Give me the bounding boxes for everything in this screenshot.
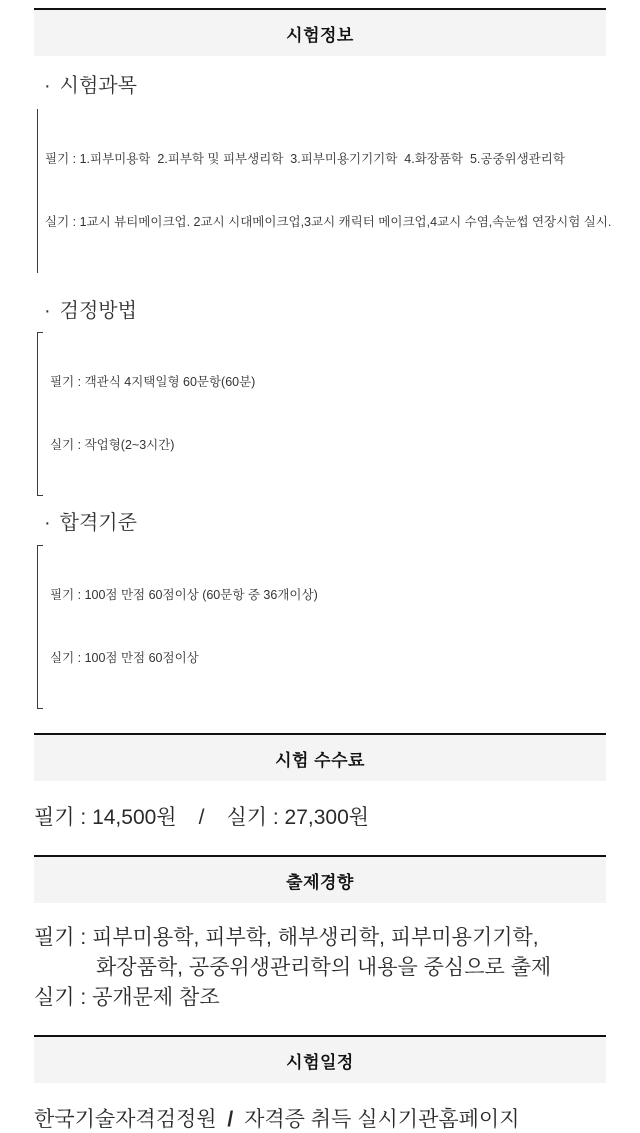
subsection-heading-subjects xyxy=(34,73,606,99)
section-title-fee: 시험 수수료 xyxy=(275,750,365,770)
method-detail-lines xyxy=(50,330,255,498)
method-written-line: 필기 : 객관식 4지택일형 60문항(60분) xyxy=(50,375,256,389)
subsection-heading-method-label: 검정방법 xyxy=(59,300,137,322)
method-practical-line: 실기 : 작업형(2~3시간) xyxy=(50,438,175,452)
schedule-rest-text: 자격증 취득 실시기관홈페이지 xyxy=(244,1108,520,1131)
exam-info-page xyxy=(0,8,640,1131)
trend-written-line-2: 화장품학, 공중위생관리학의 내용을 중심으로 출제 xyxy=(96,956,552,979)
criteria-detail-group xyxy=(34,543,606,711)
section-title-exam-info: 시험정보 xyxy=(286,25,354,45)
schedule-line xyxy=(34,1103,606,1133)
fee-practical-text: 실기 : 27,300원 xyxy=(226,806,370,829)
section-header-trend xyxy=(34,855,606,903)
criteria-written-line: 필기 : 100점 만점 60점이상 (60문항 중 36개이상) xyxy=(50,588,318,602)
method-detail-group xyxy=(34,330,606,498)
subsection-heading-criteria xyxy=(34,510,606,536)
subjects-written-line: 필기 : 1.피부미용학 2.피부학 및 피부생리학 3.피부미용기기기학 4.화장품학 5.공중위생관리학 xyxy=(45,152,565,166)
fee-separator: / xyxy=(198,806,205,829)
subsection-heading-subjects-label: 시험과목 xyxy=(59,75,137,97)
bullet-icon: · xyxy=(44,75,51,97)
section-header-fee xyxy=(34,733,606,781)
subsection-heading-criteria-label: 합격기준 xyxy=(59,512,137,534)
bullet-icon: · xyxy=(44,300,51,322)
bracket-icon xyxy=(37,545,43,709)
criteria-practical-line: 실기 : 100점 만점 60점이상 xyxy=(50,651,199,665)
bracket-icon xyxy=(37,109,38,273)
bracket-icon xyxy=(37,332,43,496)
schedule-org-text: 한국기술자격검정원 xyxy=(34,1108,217,1131)
fee-written-text: 필기 : 14,500원 xyxy=(34,806,177,829)
section-title-trend: 출제경향 xyxy=(286,872,354,892)
subjects-detail-lines xyxy=(45,107,611,275)
section-header-exam-info xyxy=(34,8,606,56)
fee-line xyxy=(34,801,606,831)
criteria-detail-lines xyxy=(50,543,318,711)
subjects-detail-group xyxy=(34,107,612,275)
section-header-schedule xyxy=(34,1035,606,1083)
trend-block xyxy=(34,923,606,1013)
bullet-icon: · xyxy=(44,512,51,534)
section-title-schedule: 시험일정 xyxy=(286,1052,354,1072)
subsection-heading-method xyxy=(34,298,606,324)
trend-practical-line: 실기 : 공개문제 참조 xyxy=(34,986,220,1009)
subjects-practical-line: 실기 : 1교시 뷰티메이크업. 2교시 시대메이크업,3교시 캐릭터 메이크업,4교시 수염,속눈썹 연장시험 실시. xyxy=(45,215,612,229)
schedule-separator: / xyxy=(227,1108,234,1131)
trend-written-line-1: 필기 : 피부미용학, 피부학, 해부생리학, 피부미용기기학, xyxy=(34,926,539,949)
